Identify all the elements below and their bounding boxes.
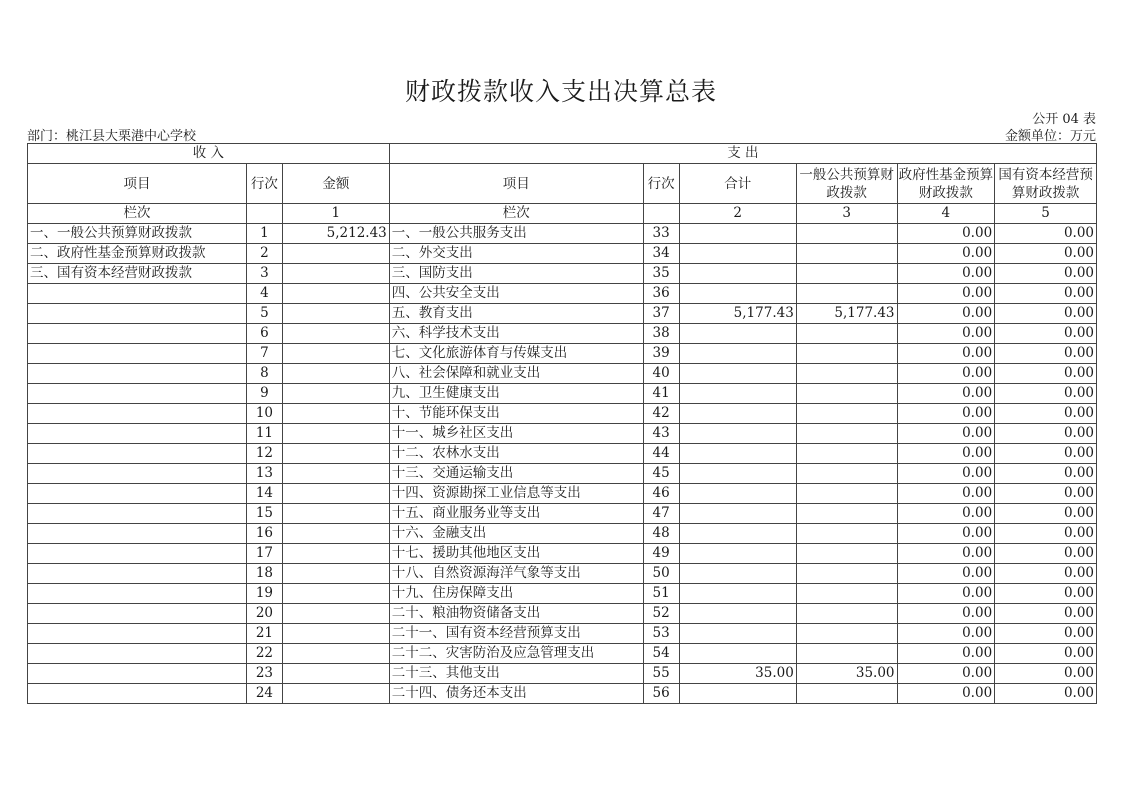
total-cell [679,564,796,584]
income-row-no-cell: 8 [246,364,282,384]
expense-row-no-cell: 41 [643,384,679,404]
total-cell [679,584,796,604]
page-title: 财政拨款收入支出决算总表 [404,77,717,106]
general-budget-cell [796,264,897,284]
income-amount-cell [282,564,389,584]
expense-item-cell: 十二、农林水支出 [389,444,643,464]
total-cell [679,604,796,624]
income-row-no-cell: 3 [246,264,282,284]
gov-fund-cell: 0.00 [897,584,995,604]
expense-column-label: 栏次 [389,204,643,224]
income-item-cell [28,444,247,464]
income-amount-cell [282,664,389,684]
income-amount-cell [282,604,389,624]
gov-fund-cell: 0.00 [897,644,995,664]
total-cell [679,524,796,544]
income-group-header: 收 入 [28,144,390,164]
table-row [28,304,1097,324]
expense-item-cell: 四、公共安全支出 [389,284,643,304]
state-capital-cell: 0.00 [995,224,1097,244]
column-number-4: 4 [897,204,995,224]
expense-row-no-cell: 43 [643,424,679,444]
general-budget-cell [796,224,897,244]
expense-row-no-cell: 47 [643,504,679,524]
expense-item-cell: 十一、城乡社区支出 [389,424,643,444]
gov-fund-header: 政府性基金预算财政拨款 [897,164,995,204]
income-amount-cell [282,384,389,404]
income-amount-cell [282,364,389,384]
income-amount-cell [282,264,389,284]
income-amount-cell [282,324,389,344]
state-capital-cell: 0.00 [995,384,1097,404]
budget-summary-table [27,143,1097,704]
total-cell: 5,177.43 [679,304,796,324]
general-budget-cell [796,524,897,544]
table-row [28,584,1097,604]
state-capital-cell: 0.00 [995,264,1097,284]
expense-item-cell: 十三、交通运输支出 [389,464,643,484]
gov-fund-cell: 0.00 [897,224,995,244]
income-row-no-cell: 7 [246,344,282,364]
income-row-no-cell: 10 [246,404,282,424]
total-cell: 35.00 [679,664,796,684]
income-item-cell [28,344,247,364]
income-row-no-cell: 14 [246,484,282,504]
income-amount-cell [282,464,389,484]
income-amount-cell [282,284,389,304]
expense-row-no-cell: 37 [643,304,679,324]
income-amount-cell [282,624,389,644]
expense-row-no-cell: 48 [643,524,679,544]
income-amount-cell [282,524,389,544]
general-budget-cell [796,464,897,484]
income-amount-cell [282,344,389,364]
total-cell [679,284,796,304]
table-row [28,604,1097,624]
table-row [28,384,1097,404]
total-cell [679,644,796,664]
table-row [28,324,1097,344]
income-item-cell [28,424,247,444]
form-number: 公开 04 表 [1032,112,1096,127]
state-capital-cell: 0.00 [995,564,1097,584]
expense-row-no-cell: 51 [643,584,679,604]
table-row [28,624,1097,644]
total-cell [679,384,796,404]
general-budget-cell [796,644,897,664]
gov-fund-cell: 0.00 [897,504,995,524]
income-row-no-cell: 20 [246,604,282,624]
table-row [28,244,1097,264]
income-row-no-cell: 22 [246,644,282,664]
table-row [28,224,1097,244]
income-row-no-blank [246,204,282,224]
income-row-no-cell: 12 [246,444,282,464]
income-row-no-cell: 15 [246,504,282,524]
income-amount-cell [282,504,389,524]
total-cell [679,484,796,504]
table-row [28,644,1097,664]
state-capital-cell: 0.00 [995,584,1097,604]
gov-fund-cell: 0.00 [897,664,995,684]
state-capital-cell: 0.00 [995,304,1097,324]
income-row-no-cell: 13 [246,464,282,484]
expense-row-no-cell: 53 [643,624,679,644]
total-cell [679,424,796,444]
income-item-cell: 一、一般公共预算财政拨款 [28,224,247,244]
income-row-no-cell: 6 [246,324,282,344]
general-budget-cell [796,564,897,584]
table-row [28,264,1097,284]
income-amount-header: 金额 [282,164,389,204]
expense-group-header: 支 出 [389,144,1096,164]
income-item-cell [28,664,247,684]
expense-row-no-cell: 38 [643,324,679,344]
total-cell [679,344,796,364]
expense-row-no-cell: 34 [643,244,679,264]
income-amount-cell [282,244,389,264]
income-item-cell [28,484,247,504]
gov-fund-cell: 0.00 [897,344,995,364]
state-capital-cell: 0.00 [995,424,1097,444]
expense-row-no-cell: 52 [643,604,679,624]
income-item-cell [28,604,247,624]
income-row-no-cell: 23 [246,664,282,684]
general-budget-cell [796,384,897,404]
general-budget-cell [796,584,897,604]
expense-row-no-cell: 42 [643,404,679,424]
expense-item-cell: 二、外交支出 [389,244,643,264]
income-row-no-cell: 18 [246,564,282,584]
gov-fund-cell: 0.00 [897,544,995,564]
state-capital-cell: 0.00 [995,644,1097,664]
income-row-no-cell: 11 [246,424,282,444]
expense-row-no-cell: 50 [643,564,679,584]
table-row [28,484,1097,504]
income-amount-cell [282,544,389,564]
total-cell [679,504,796,524]
table-row [28,504,1097,524]
expense-item-cell: 十四、资源勘探工业信息等支出 [389,484,643,504]
income-item-cell [28,524,247,544]
expense-item-cell: 十七、援助其他地区支出 [389,544,643,564]
total-cell [679,684,796,704]
income-item-cell [28,584,247,604]
state-capital-header: 国有资本经营预算财政拨款 [995,164,1097,204]
table-row [28,364,1097,384]
table-row [28,284,1097,304]
income-row-no-header: 行次 [246,164,282,204]
total-cell [679,464,796,484]
column-number-1: 1 [282,204,389,224]
income-item-cell: 三、国有资本经营财政拨款 [28,264,247,284]
state-capital-cell: 0.00 [995,524,1097,544]
state-capital-cell: 0.00 [995,484,1097,504]
general-budget-cell [796,404,897,424]
gov-fund-cell: 0.00 [897,484,995,504]
income-item-cell [28,364,247,384]
income-item-cell [28,544,247,564]
expense-item-cell: 八、社会保障和就业支出 [389,364,643,384]
state-capital-cell: 0.00 [995,504,1097,524]
general-budget-cell [796,684,897,704]
general-budget-cell: 35.00 [796,664,897,684]
state-capital-cell: 0.00 [995,544,1097,564]
gov-fund-cell: 0.00 [897,464,995,484]
expense-item-cell: 七、文化旅游体育与传媒支出 [389,344,643,364]
general-budget-cell [796,504,897,524]
expense-row-no-cell: 49 [643,544,679,564]
table-row [28,544,1097,564]
gov-fund-cell: 0.00 [897,624,995,644]
gov-fund-cell: 0.00 [897,444,995,464]
general-budget-cell [796,624,897,644]
income-row-no-cell: 16 [246,524,282,544]
gov-fund-cell: 0.00 [897,404,995,424]
gov-fund-cell: 0.00 [897,604,995,624]
total-header: 合计 [679,164,796,204]
expense-item-cell: 二十三、其他支出 [389,664,643,684]
income-item-cell [28,384,247,404]
general-budget-cell [796,444,897,464]
gov-fund-cell: 0.00 [897,324,995,344]
total-cell [679,224,796,244]
state-capital-cell: 0.00 [995,604,1097,624]
column-number-5: 5 [995,204,1097,224]
income-row-no-cell: 2 [246,244,282,264]
income-item-cell [28,564,247,584]
income-amount-cell [282,444,389,464]
expense-row-no-cell: 45 [643,464,679,484]
state-capital-cell: 0.00 [995,404,1097,424]
income-amount-cell [282,584,389,604]
gov-fund-cell: 0.00 [897,304,995,324]
general-budget-cell [796,284,897,304]
general-budget-cell [796,604,897,624]
general-budget-cell [796,244,897,264]
expense-item-cell: 十六、金融支出 [389,524,643,544]
table-body [28,224,1097,704]
income-row-no-cell: 4 [246,284,282,304]
income-amount-cell [282,484,389,504]
gov-fund-cell: 0.00 [897,684,995,704]
income-item-cell [28,464,247,484]
income-row-no-cell: 1 [246,224,282,244]
income-item-cell [28,324,247,344]
income-item-cell [28,284,247,304]
income-row-no-cell: 19 [246,584,282,604]
income-amount-cell: 5,212.43 [282,224,389,244]
gov-fund-cell: 0.00 [897,564,995,584]
expense-item-cell: 三、国防支出 [389,264,643,284]
income-item-cell [28,504,247,524]
column-number-3: 3 [796,204,897,224]
expense-item-cell: 十八、自然资源海洋气象等支出 [389,564,643,584]
state-capital-cell: 0.00 [995,344,1097,364]
total-cell [679,444,796,464]
income-column-label: 栏次 [28,204,247,224]
income-amount-cell [282,304,389,324]
total-cell [679,324,796,344]
income-item-cell [28,304,247,324]
state-capital-cell: 0.00 [995,444,1097,464]
gov-fund-cell: 0.00 [897,264,995,284]
general-budget-cell: 5,177.43 [796,304,897,324]
total-cell [679,264,796,284]
general-budget-cell [796,364,897,384]
general-budget-cell [796,324,897,344]
total-cell [679,624,796,644]
table-row [28,664,1097,684]
expense-item-cell: 十九、住房保障支出 [389,584,643,604]
column-number-2: 2 [679,204,796,224]
table-row [28,564,1097,584]
state-capital-cell: 0.00 [995,324,1097,344]
table-row [28,404,1097,424]
income-amount-cell [282,644,389,664]
expense-row-no-cell: 46 [643,484,679,504]
total-cell [679,244,796,264]
expense-item-cell: 一、一般公共服务支出 [389,224,643,244]
table-row [28,524,1097,544]
expense-item-cell: 十五、商业服务业等支出 [389,504,643,524]
expense-item-cell: 二十、粮油物资储备支出 [389,604,643,624]
general-budget-cell [796,544,897,564]
table-row [28,424,1097,444]
income-row-no-cell: 21 [246,624,282,644]
income-item-header: 项目 [28,164,247,204]
department-label: 部门：桃江县大栗港中心学校 [27,129,197,144]
income-item-cell [28,684,247,704]
expense-item-cell: 九、卫生健康支出 [389,384,643,404]
expense-row-no-cell: 36 [643,284,679,304]
income-amount-cell [282,404,389,424]
total-cell [679,544,796,564]
table-row [28,684,1097,704]
income-amount-cell [282,424,389,444]
expense-item-cell: 二十二、灾害防治及应急管理支出 [389,644,643,664]
income-item-cell [28,624,247,644]
income-amount-cell [282,684,389,704]
expense-item-cell: 六、科学技术支出 [389,324,643,344]
expense-row-no-cell: 40 [643,364,679,384]
gov-fund-cell: 0.00 [897,364,995,384]
general-budget-cell [796,424,897,444]
state-capital-cell: 0.00 [995,664,1097,684]
expense-row-no-cell: 39 [643,344,679,364]
income-row-no-cell: 5 [246,304,282,324]
income-item-cell: 二、政府性基金预算财政拨款 [28,244,247,264]
table-row [28,444,1097,464]
expense-row-no-cell: 44 [643,444,679,464]
total-cell [679,364,796,384]
expense-item-cell: 五、教育支出 [389,304,643,324]
total-cell [679,404,796,424]
gov-fund-cell: 0.00 [897,284,995,304]
general-budget-cell [796,484,897,504]
state-capital-cell: 0.00 [995,244,1097,264]
expense-item-cell: 二十四、债务还本支出 [389,684,643,704]
expense-row-no-blank [643,204,679,224]
gov-fund-cell: 0.00 [897,424,995,444]
state-capital-cell: 0.00 [995,284,1097,304]
state-capital-cell: 0.00 [995,464,1097,484]
state-capital-cell: 0.00 [995,364,1097,384]
expense-row-no-cell: 35 [643,264,679,284]
income-item-cell [28,644,247,664]
table-row [28,344,1097,364]
gov-fund-cell: 0.00 [897,524,995,544]
expense-row-no-header: 行次 [643,164,679,204]
state-capital-cell: 0.00 [995,624,1097,644]
income-item-cell [28,404,247,424]
income-row-no-cell: 9 [246,384,282,404]
general-budget-header: 一般公共预算财政拨款 [796,164,897,204]
expense-row-no-cell: 55 [643,664,679,684]
gov-fund-cell: 0.00 [897,244,995,264]
table-row [28,464,1097,484]
general-budget-cell [796,344,897,364]
income-row-no-cell: 24 [246,684,282,704]
state-capital-cell: 0.00 [995,684,1097,704]
expense-item-header: 项目 [389,164,643,204]
expense-row-no-cell: 54 [643,644,679,664]
expense-item-cell: 十、节能环保支出 [389,404,643,424]
gov-fund-cell: 0.00 [897,384,995,404]
income-row-no-cell: 17 [246,544,282,564]
expense-row-no-cell: 56 [643,684,679,704]
expense-item-cell: 二十一、国有资本经营预算支出 [389,624,643,644]
expense-row-no-cell: 33 [643,224,679,244]
amount-unit-label: 金额单位：万元 [1004,129,1096,144]
